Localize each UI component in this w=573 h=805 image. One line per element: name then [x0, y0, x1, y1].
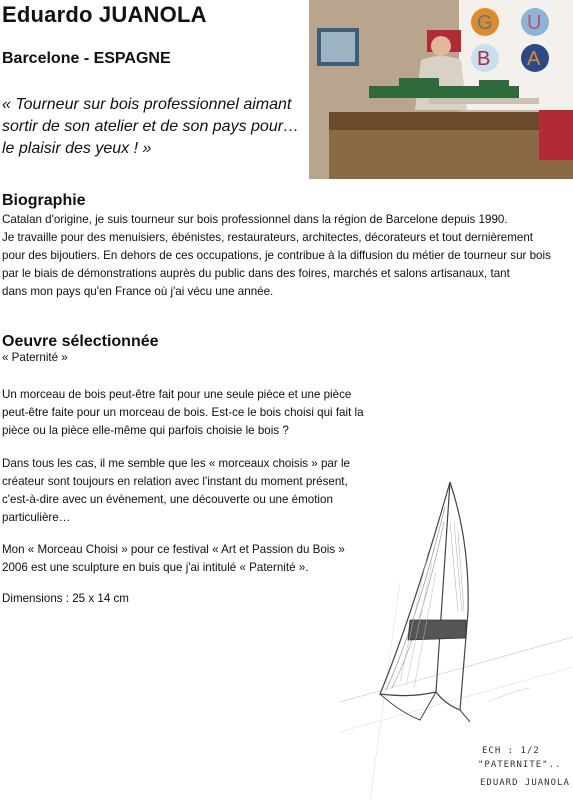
- sketch-title: "PATERNITE"..: [478, 760, 562, 770]
- banner-letter-u: U: [527, 12, 542, 34]
- sculpture-sketch: [340, 462, 573, 800]
- bio-line: pour des bijoutiers. En dehors de ces occupations, je contribue à la diffusion du métier de tourneur sur bois: [2, 249, 551, 262]
- paragraph-line: particulière…: [2, 511, 71, 524]
- banner-letter-a: A: [527, 48, 541, 70]
- paragraph-line: Dans tous les cas, il me semble que les « morceaux choisis » par le: [2, 457, 350, 470]
- work-dimensions: Dimensions : 25 x 14 cm: [2, 592, 129, 605]
- artist-quote: [2, 94, 312, 160]
- work-title: « Paternité »: [2, 351, 68, 364]
- bio-line: Je travaille pour des menuisiers, ébénistes, restaurateurs, architectes, décorateurs et tout dernièrement: [2, 231, 534, 244]
- quote-line: sortir de son atelier et de son pays pour…: [2, 118, 300, 135]
- artist-photo: [309, 0, 573, 179]
- bio-line: dans mon pays qu'en France où j'ai vécu une année.: [2, 285, 274, 298]
- work-paragraph-1: [2, 386, 382, 440]
- banner-letter-b: B: [477, 48, 491, 70]
- work-heading: Oeuvre sélectionnée: [2, 333, 159, 350]
- quote-line: le plaisir des yeux ! »: [2, 140, 152, 157]
- paragraph-line: pièce ou la pièce elle-même qui parfois choisie le bois ?: [2, 424, 289, 437]
- artist-location: Barcelone - ESPAGNE: [2, 50, 171, 67]
- paragraph-line: c'est-à-dire avec un évènement, une découverte ou une émotion: [2, 493, 333, 506]
- sketch-signature: EDUARD JUANOLA: [480, 778, 570, 788]
- banner-letter-g: G: [477, 12, 493, 34]
- artist-name: Eduardo JUANOLA: [2, 2, 207, 27]
- biography-heading: Biographie: [2, 192, 86, 209]
- biography-text: [2, 211, 572, 301]
- paragraph-line: 2006 est une sculpture en buis que j'ai intitulé « Paternité ».: [2, 561, 309, 574]
- paragraph-line: Un morceau de bois peut-être fait pour une seule pièce et une pièce: [2, 388, 352, 401]
- bio-line: Catalan d'origine, je suis tourneur sur bois professionnel dans la région de Barcelone depuis 1990.: [2, 213, 508, 226]
- paragraph-line: créateur sont toujours en relation avec l'instant du moment présent,: [2, 475, 348, 488]
- sketch-scale: ECH : 1/2: [482, 746, 540, 756]
- work-paragraph-3: [2, 541, 382, 577]
- quote-line: « Tourneur sur bois professionnel aimant: [2, 96, 292, 113]
- work-paragraph-2: [2, 455, 382, 527]
- workshop-photo-illustration: [309, 0, 573, 179]
- paragraph-line: peut-être faite pour un morceau de bois. Est-ce le bois choisi qui fait la: [2, 406, 364, 419]
- bio-line: par le biais de démonstrations auprès du public dans des foires, marchés et salons artisanaux, tant: [2, 267, 510, 280]
- paragraph-line: Mon « Morceau Choisi » pour ce festival « Art et Passion du Bois »: [2, 543, 345, 556]
